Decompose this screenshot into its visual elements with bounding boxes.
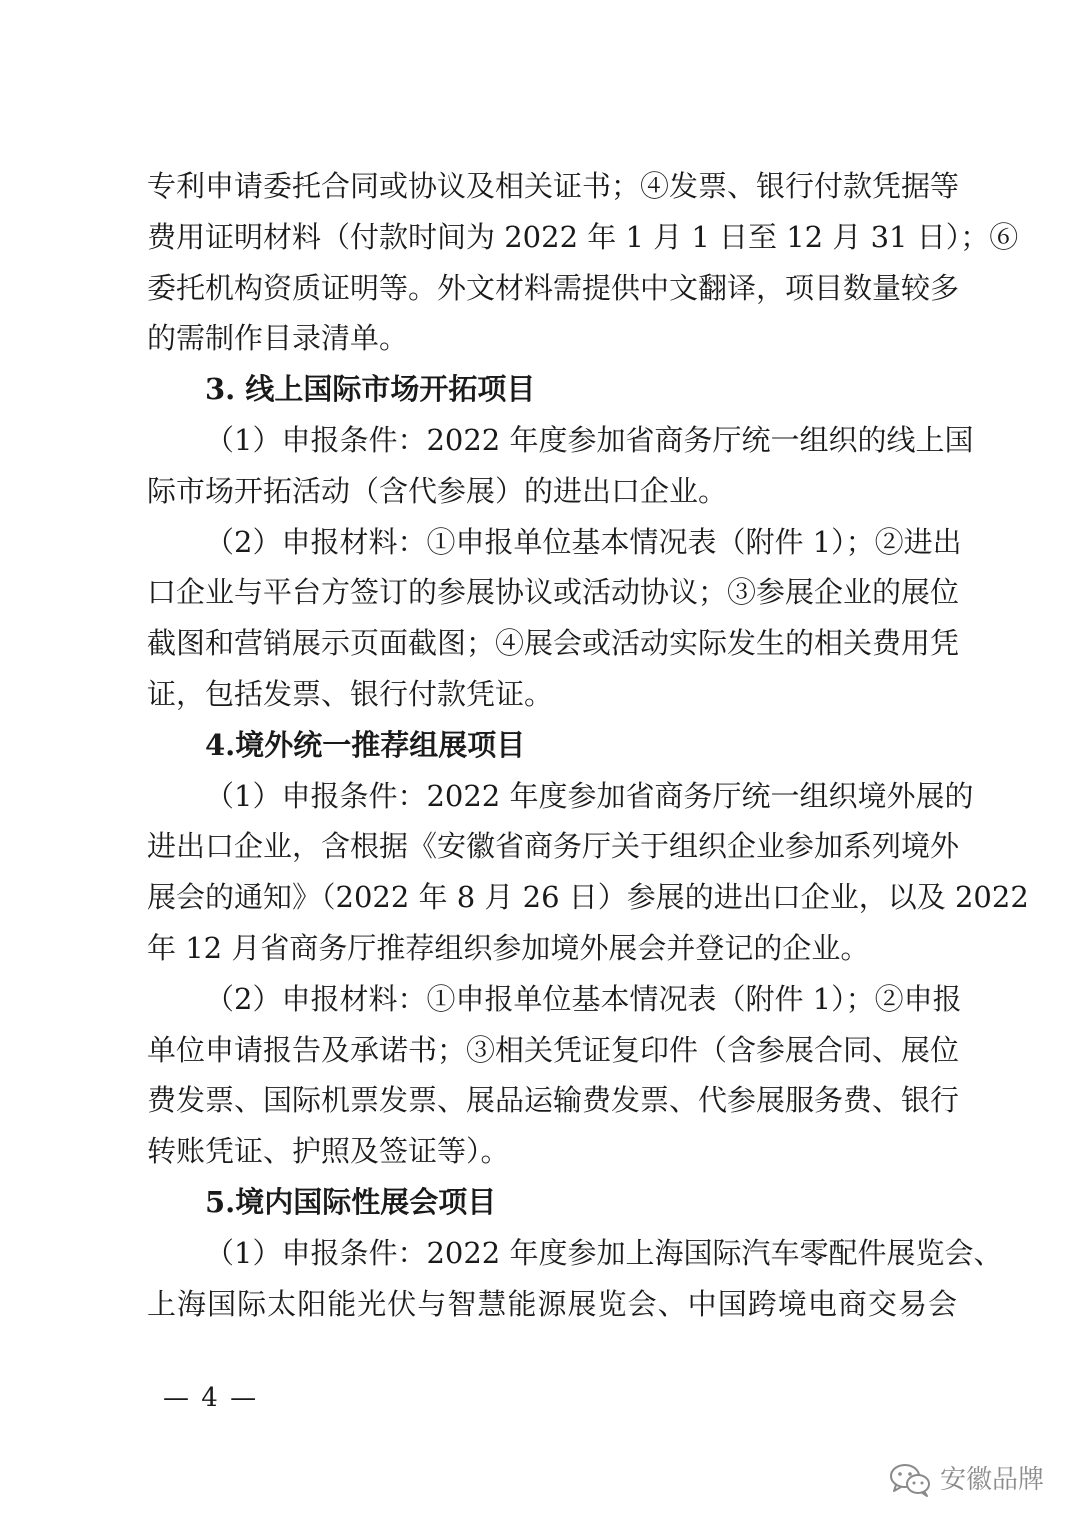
text-line: 截图和营销展示页面截图；④展会或活动实际发生的相关费用凭 (147, 626, 960, 660)
text-line: 委托机构资质证明等。外文材料需提供中文翻译，项目数量较多 (147, 271, 960, 305)
text-line: （2）申报材料：①申报单位基本情况表（附件 1）；②申报 (205, 982, 962, 1016)
text-line: 转账凭证、护照及签证等）。 (147, 1134, 510, 1168)
text-line: （1）申报条件：2022 年度参加省商务厅统一组织境外展的 (205, 779, 974, 813)
text-line: 专利申请委托合同或协议及相关证书；④发票、银行付款凭据等 (147, 169, 960, 203)
watermark (888, 1456, 1044, 1504)
text-line: （2）申报材料：①申报单位基本情况表（附件 1）；②进出 (205, 525, 962, 559)
text-line: 上海国际太阳能光伏与智慧能源展览会、中国跨境电商交易会 (147, 1287, 957, 1321)
page-number: — 4 — (163, 1383, 259, 1413)
text-line: 际市场开拓活动（含代参展）的进出口企业。 (147, 474, 728, 508)
text-line: 口企业与平台方签订的参展协议或活动协议；③参展企业的展位 (147, 575, 960, 609)
text-line: 单位申请报告及承诺书；③相关凭证复印件（含参展合同、展位 (147, 1033, 960, 1067)
text-line: 进出口企业，含根据《安徽省商务厅关于组织企业参加系列境外 (147, 829, 960, 863)
watermark-text: 安徽品牌 (939, 1465, 1044, 1495)
section-heading: 3. 线上国际市场开拓项目 (205, 372, 536, 406)
text-line: （1）申报条件：2022 年度参加上海国际汽车零配件展览会、 (205, 1236, 1003, 1270)
text-line: 的需制作目录清单。 (147, 321, 409, 355)
section-heading: 5.境内国际性展会项目 (205, 1185, 497, 1219)
text-line: 证，包括发票、银行付款凭证。 (147, 677, 554, 711)
section-heading: 4.境外统一推荐组展项目 (205, 728, 526, 762)
text-line: （1）申报条件：2022 年度参加省商务厅统一组织的线上国 (205, 423, 974, 457)
text-line: 展会的通知》（2022 年 8 月 26 日）参展的进出口企业，以及 2022 (147, 880, 1029, 914)
text-line: 费用证明材料（付款时间为 2022 年 1 月 1 日至 12 月 31 日）；⑥ (147, 220, 1019, 254)
text-line: 年 12 月省商务厅推荐组织参加境外展会并登记的企业。 (147, 931, 870, 965)
wechat-icon (888, 1462, 932, 1498)
text-line: 费发票、国际机票发票、展品运输费发票、代参展服务费、银行 (147, 1083, 960, 1117)
